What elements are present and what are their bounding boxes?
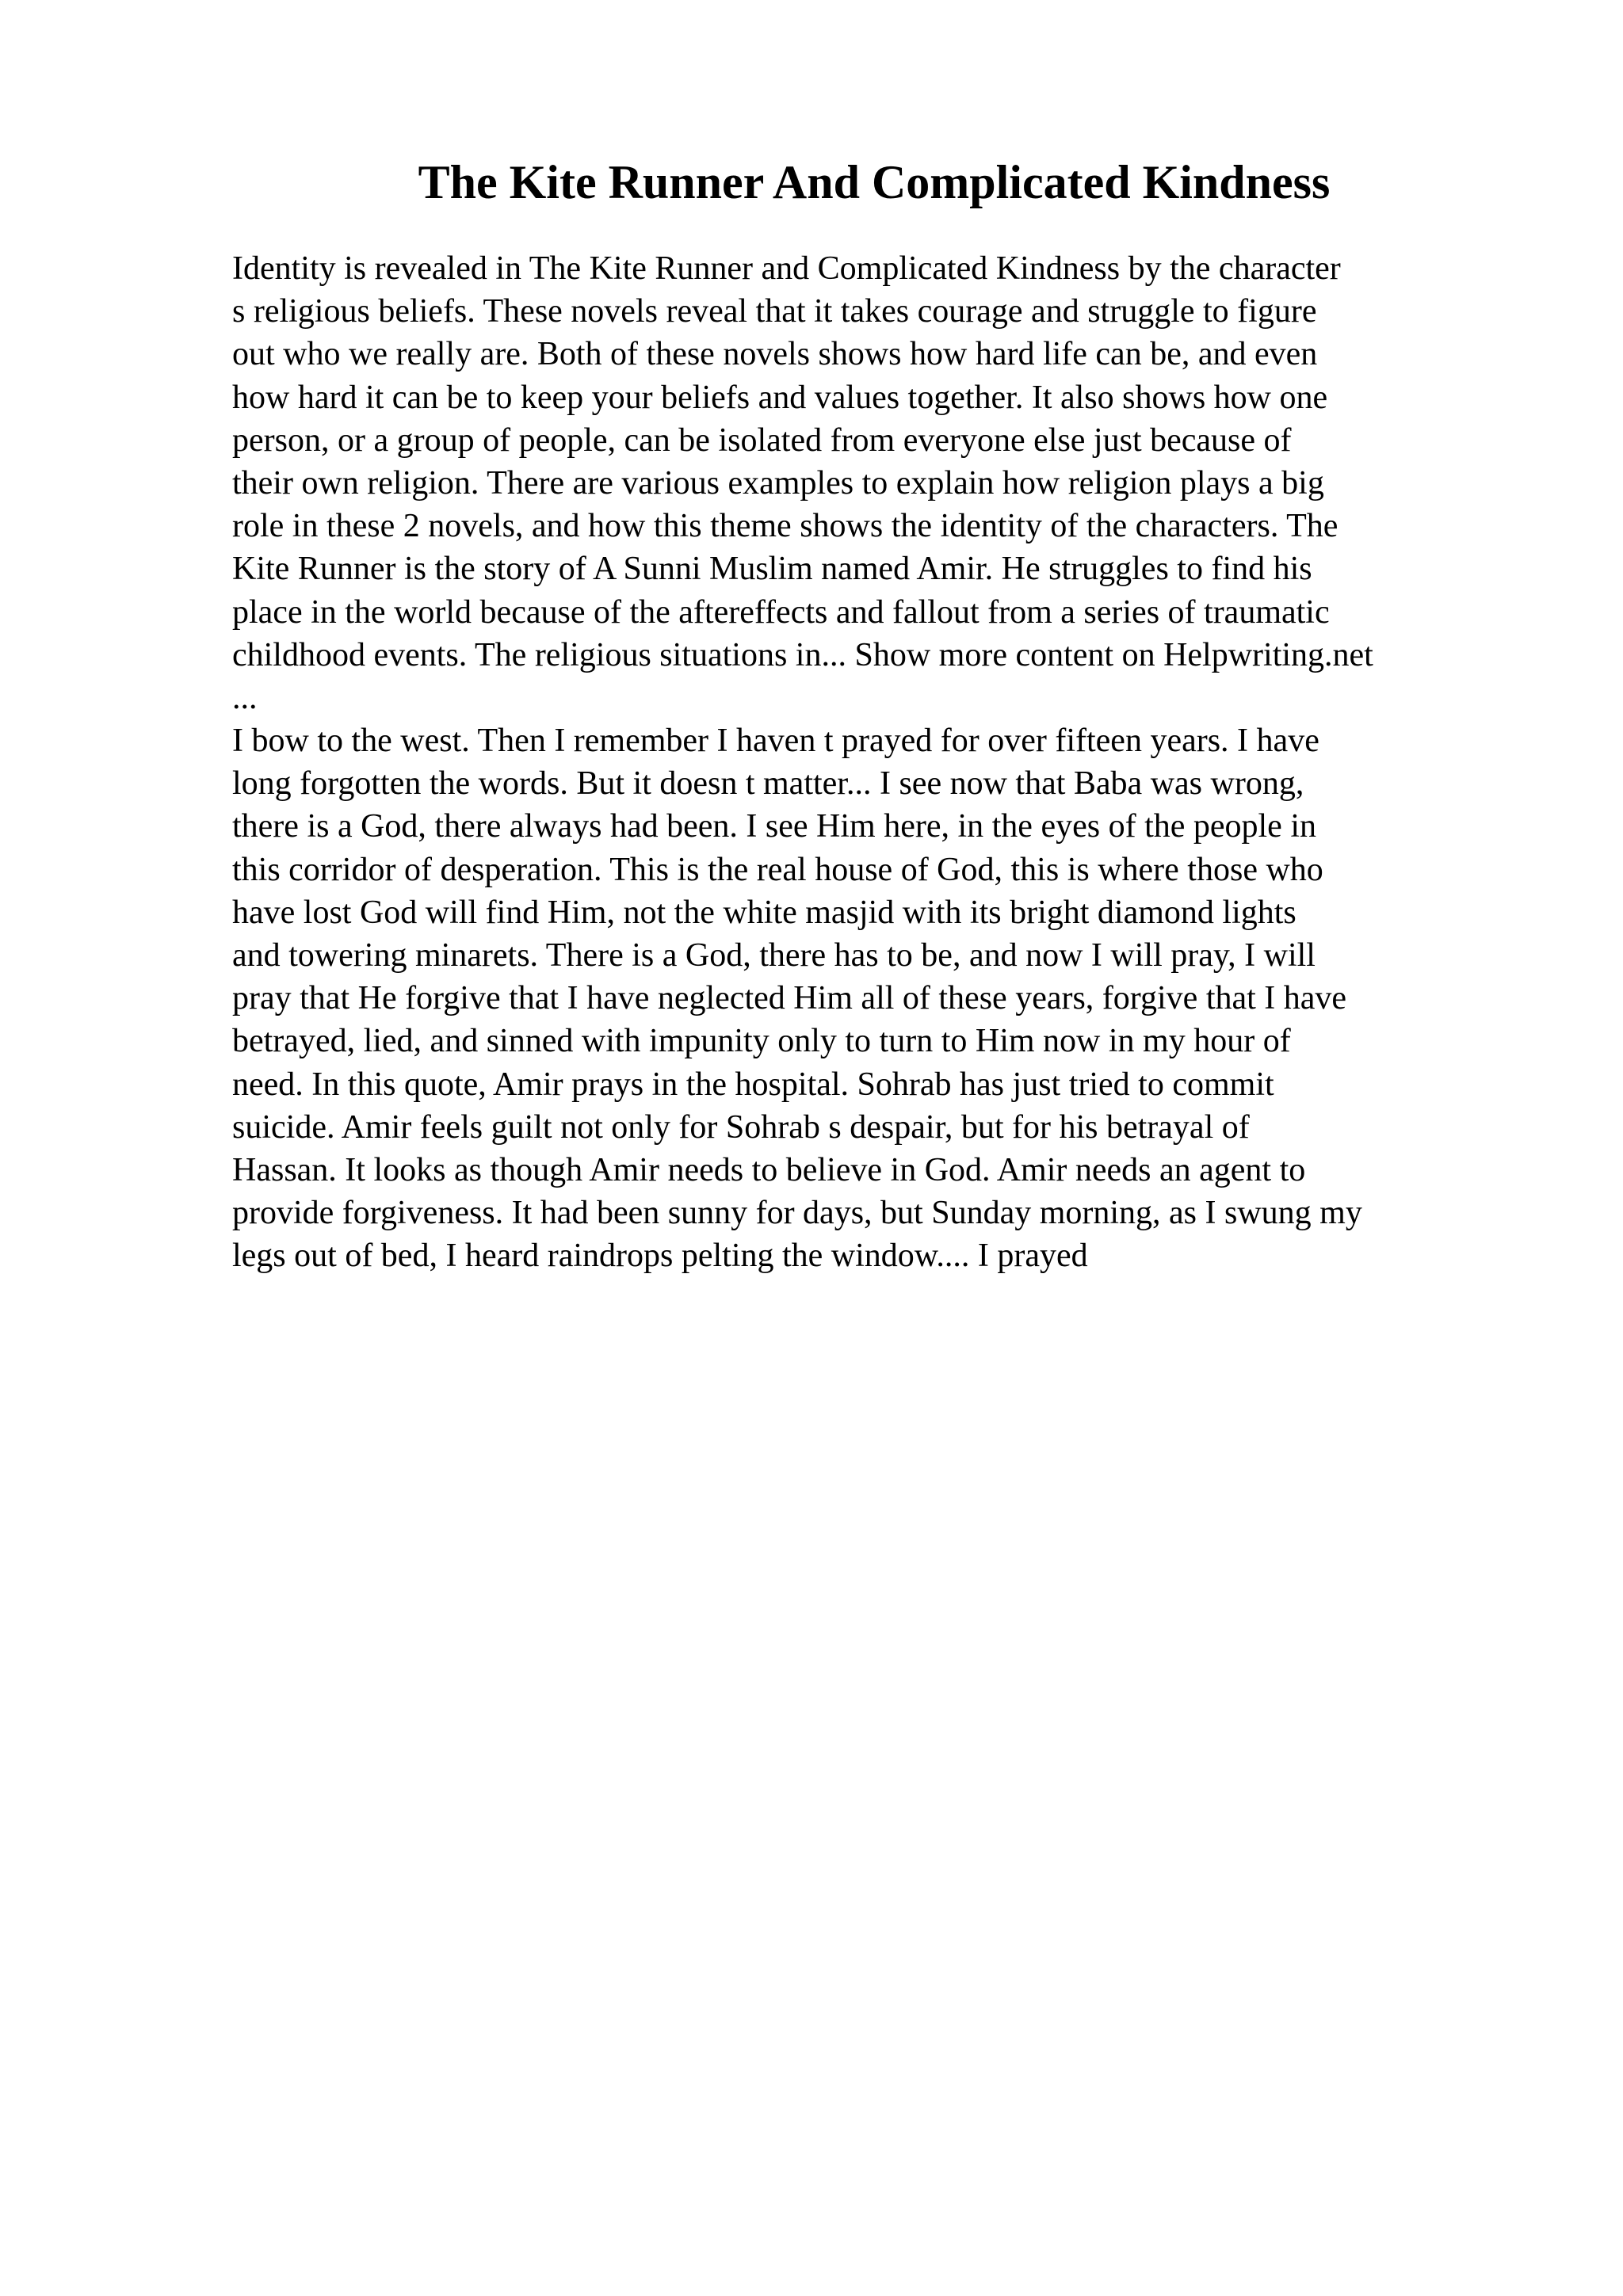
body-line: their own religion. There are various examples to explain how religion plays a big <box>232 464 1324 502</box>
body-line: there is a God, there always had been. I see Him here, in the eyes of the people in <box>232 808 1316 845</box>
body-line: and towering minarets. There is a God, there has to be, and now I will pray, I will <box>232 937 1316 974</box>
body-line: out who we really are. Both of these novels shows how hard life can be, and even <box>232 336 1318 373</box>
body-line: I bow to the west. Then I remember I haven t prayed for over fifteen years. I have <box>232 723 1319 760</box>
body-line: Hassan. It looks as though Amir needs to believe in God. Amir needs an agent to <box>232 1151 1306 1188</box>
body-line: pray that He forgive that I have neglected Him all of these years, forgive that I have <box>232 980 1347 1017</box>
ellipsis-line: ... <box>232 679 258 716</box>
document-title: The Kite Runner And Complicated Kindness <box>418 156 1331 208</box>
document-body <box>232 247 1595 1278</box>
body-line: need. In this quote, Amir prays in the hospital. Sohrab has just tried to commit <box>232 1066 1274 1103</box>
body-line: Identity is revealed in The Kite Runner and Complicated Kindness by the character <box>232 250 1341 287</box>
body-line: have lost God will find Him, not the white masjid with its bright diamond lights <box>232 894 1296 931</box>
body-line: role in these 2 novels, and how this theme shows the identity of the characters. The <box>232 508 1338 545</box>
body-line: Kite Runner is the story of A Sunni Muslim named Amir. He struggles to find his <box>232 551 1312 588</box>
body-line: person, or a group of people, can be isolated from everyone else just because of <box>232 421 1292 459</box>
body-line: childhood events. The religious situations in... Show more content on Helpwriting.net <box>232 636 1373 673</box>
body-line: provide forgiveness. It had been sunny for days, but Sunday morning, as I swung my <box>232 1195 1362 1232</box>
body-line: long forgotten the words. But it doesn t matter... I see now that Baba was wrong, <box>232 765 1304 803</box>
body-line: legs out of bed, I heard raindrops pelting the window.... I prayed <box>232 1238 1088 1275</box>
body-line: this corridor of desperation. This is the real house of God, this is where those who <box>232 851 1323 888</box>
body-line: how hard it can be to keep your beliefs and values together. It also shows how one <box>232 379 1328 416</box>
body-line: s religious beliefs. These novels reveal that it takes courage and struggle to figure <box>232 293 1317 330</box>
body-line: betrayed, lied, and sinned with impunity only to turn to Him now in my hour of <box>232 1023 1291 1060</box>
body-line: suicide. Amir feels guilt not only for Sohrab s despair, but for his betrayal of <box>232 1108 1250 1146</box>
body-line: place in the world because of the aftereffects and fallout from a series of traumatic <box>232 593 1330 631</box>
